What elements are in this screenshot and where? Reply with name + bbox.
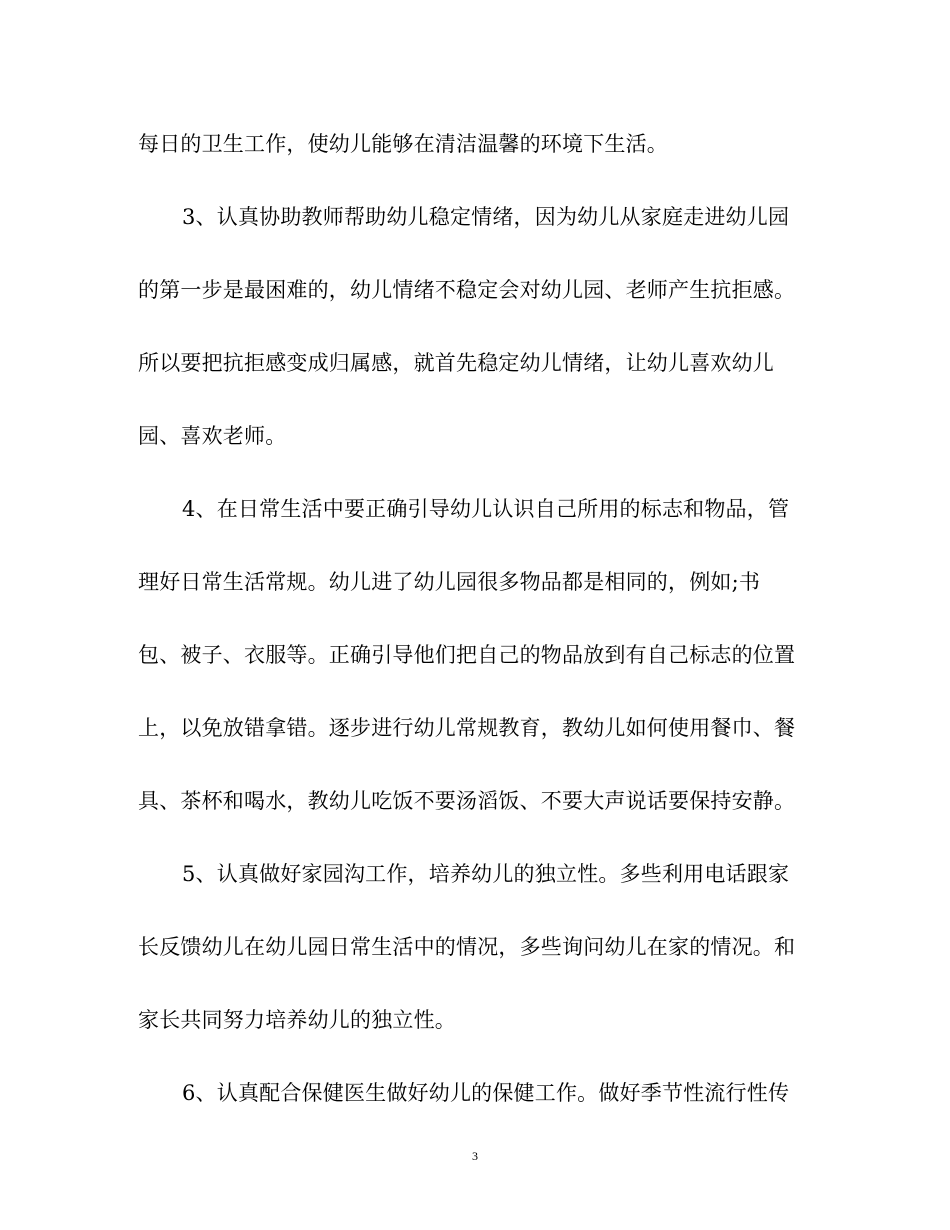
text-line-7: 理好日常生活常规。幼儿进了幼儿园很多物品都是相同的，例如;书 [138,570,761,594]
text-line-8: 包、被子、衣服等。正确引导他们把自己的物品放到有自己标志的位置 [138,643,796,667]
text-line-6: 4、在日常生活中要正确引导幼儿认识自己所用的标志和物品，管 [182,497,790,521]
text-line-4: 所以要把抗拒感变成归属感，就首先稳定幼儿情绪，让幼儿喜欢幼儿 [138,351,774,375]
text-line-13: 家长共同努力培养幼儿的独立性。 [138,1008,456,1032]
text-line-5: 园、喜欢老师。 [138,424,287,448]
text-line-10: 具、茶杯和喝水，教幼儿吃饭不要汤滔饭、不要大声说话要保持安静。 [138,789,796,813]
text-line-9: 上，以免放错拿错。逐步进行幼儿常规教育，教幼儿如何使用餐巾、餐 [138,716,796,740]
text-line-12: 长反馈幼儿在幼儿园日常生活中的情况，多些询问幼儿在家的情况。和 [138,935,796,959]
page-number: 3 [472,1149,478,1163]
text-line-1: 每日的卫生工作，使幼儿能够在清洁温馨的环境下生活。 [138,132,668,156]
text-line-2: 3、认真协助教师帮助幼儿稳定情绪，因为幼儿从家庭走进幼儿园 [182,205,790,229]
text-line-11: 5、认真做好家园沟工作，培养幼儿的独立性。多些利用电话跟家 [182,862,790,886]
text-line-3: 的第一步是最困难的，幼儿情绪不稳定会对幼儿园、老师产生抗拒感。 [138,278,796,302]
text-line-14: 6、认真配合保健医生做好幼儿的保健工作。做好季节性流行性传 [182,1081,790,1105]
